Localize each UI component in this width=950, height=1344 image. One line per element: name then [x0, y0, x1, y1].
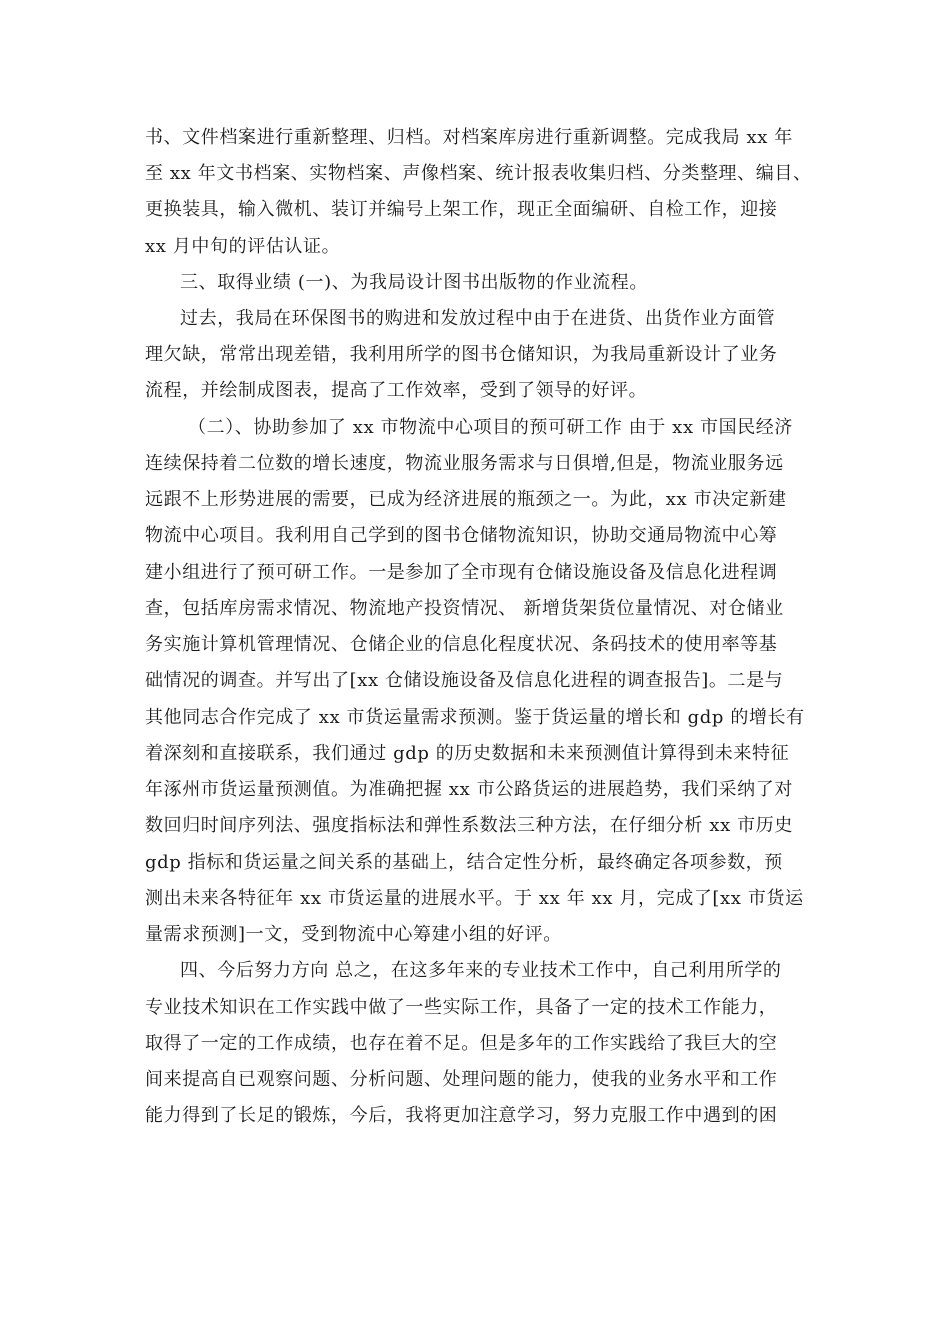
section-heading: 三、取得业绩 (一)、为我局设计图书出版物的作业流程。	[180, 272, 648, 293]
section-heading: 四、今后努力方向 总之，在这多年来的专业技术工作中，自己利用所学的	[180, 960, 782, 981]
text-line: 理欠缺，常常出现差错，我利用所学的图书仓储知识，为我局重新设计了业务	[145, 344, 778, 365]
text-line: 其他同志合作完成了 xx 市货运量需求预测。鉴于货运量的增长和 gdp 的增长有	[145, 707, 805, 728]
text-line: gdp 指标和货运量之间关系的基础上，结合定性分析，最终确定各项参数，预	[145, 852, 783, 873]
text-line: xx 月中旬的评估认证。	[145, 236, 341, 257]
text-line: 专业技术知识在工作实践中做了一些实际工作，具备了一定的技术工作能力，	[145, 997, 778, 1018]
text-line: 数回归时间序列法、强度指标法和弹性系数法三种方法，在仔细分析 xx 市历史	[145, 815, 793, 836]
text-line: 着深刻和直接联系，我们通过 gdp 的历史数据和未来预测值计算得到未来特征	[145, 743, 790, 764]
text-line: （二）、协助参加了 xx 市物流中心项目的预可研工作 由于 xx 市国民经济	[188, 417, 794, 438]
text-line: 量需求预测]一文，受到物流中心筹建小组的好评。	[145, 924, 562, 945]
text-line: 远跟不上形势进展的需要，已成为经济进展的瓶颈之一。为此，xx 市决定新建	[145, 489, 787, 510]
text-line: 间来提高自已观察问题、分析问题、处理问题的能力，使我的业务水平和工作	[145, 1069, 778, 1090]
text-line: 过去，我局在环保图书的购进和发放过程中由于在进货、出货作业方面管	[180, 308, 776, 329]
text-line: 物流中心项目。我利用自己学到的图书仓储物流知识，协助交通局物流中心筹	[145, 525, 778, 546]
text-line: 流程，并绘制成图表，提高了工作效率，受到了领导的好评。	[145, 380, 648, 401]
text-line: 测出未来各特征年 xx 市货运量的进展水平。于 xx 年 xx 月，完成了[xx 市货运	[145, 888, 804, 909]
text-line: 年涿州市货运量预测值。为准确把握 xx 市公路货运的进展趋势，我们采纳了对	[145, 779, 793, 800]
text-line: 础情况的调查。并写出了[xx 仓储设施设备及信息化进程的调查报告]。二是与	[145, 670, 784, 691]
text-line: 至 xx 年文书档案、实物档案、声像档案、统计报表收集归档、分类整理、编目、	[145, 163, 812, 184]
text-line: 能力得到了长足的锻炼，今后，我将更加注意学习，努力克服工作中遇到的困	[145, 1105, 778, 1126]
text-line: 查，包括库房需求情况、物流地产投资情况、 新增货架货位量情况、对仓储业	[145, 598, 784, 619]
text-line: 取得了一定的工作成绩，也存在着不足。但是多年的工作实践给了我巨大的空	[145, 1033, 778, 1054]
text-line: 连续保持着二位数的增长速度，物流业服务需求与日俱增,但是，物流业服务远	[145, 453, 784, 474]
text-line: 务实施计算机管理情况、仓储企业的信息化程度状况、条码技术的使用率等基	[145, 634, 778, 655]
text-line: 更换装具，输入微机、装订并编号上架工作，现正全面编研、自检工作，迎接	[145, 199, 778, 220]
text-line: 建小组进行了预可研工作。一是参加了全市现有仓储设施设备及信息化进程调	[145, 562, 778, 583]
text-line: 书、文件档案进行重新整理、归档。对档案库房进行重新调整。完成我局 xx 年	[145, 127, 793, 148]
